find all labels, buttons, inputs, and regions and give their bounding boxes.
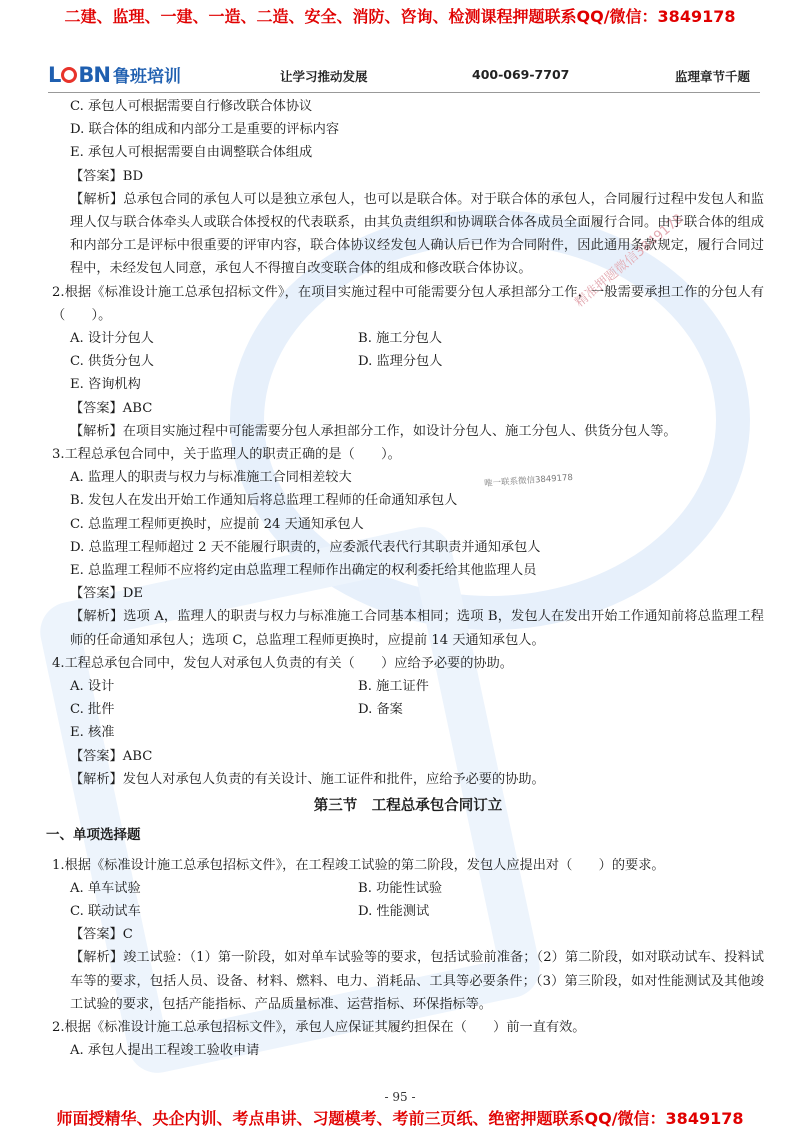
option-line: E. 承包人可根据需要自由调整联合体组成 bbox=[70, 145, 313, 161]
answer-line: 【答案】ABC bbox=[70, 400, 153, 416]
option-line: D. 联合体的组成和内部分工是重要的评标内容 bbox=[70, 122, 340, 138]
explanation: 【解析】竣工试验：（1）第一阶段，如对单车试验等的要求，包括试验前准备；（2）第二阶段，如对联动试车、投料试车等的要求，包括人员、设备、材料、燃料、电力、消耗品、工具等必要条件；（3）第三阶段，如对性能测试及其他竣工试验的要求，包括产能指标、产品质量标准、运营指标、环保指标等。 bbox=[70, 950, 764, 1012]
page-header bbox=[48, 62, 760, 90]
explanation: 【解析】在项目实施过程中可能需要分包人承担部分工作，如设计分包人、施工分包人、供货分包人等。 bbox=[70, 423, 677, 439]
explanation: 【解析】发包人对承包人负责的有关设计、施工证件和批件，应给予必要的协助。 bbox=[70, 771, 545, 787]
option-d: D. 监理分包人 bbox=[358, 354, 443, 370]
header-phone: 400-069-7707 bbox=[472, 67, 570, 82]
answer-line: 【答案】ABC bbox=[70, 748, 153, 764]
question-text: 2.根据《标准设计施工总承包招标文件》，在项目实施过程中可能需要分包人承担部分工作，一般需要承担工作的分包人有（ ）。 bbox=[52, 284, 764, 323]
option-row bbox=[52, 698, 764, 721]
section-heading: 第三节 工程总承包合同订立 bbox=[313, 798, 503, 815]
explanation: 【解析】选项 A，监理人的职责与权力与标准施工合同基本相同；选项 B，发包人在发出开始工作通知前将总监理工程师的任命通知承包人；选项 C，总监理工程师更换时，应提前 14 天通知承包人。 bbox=[70, 609, 764, 648]
option-e: E. 总监理工程师不应将约定由总监理工程师作出确定的权利委托给其他监理人员 bbox=[70, 563, 537, 579]
header-doc-title: 监理章节千题 bbox=[675, 69, 751, 84]
option-b: B. 施工证件 bbox=[358, 679, 429, 695]
page-number: - 95 - bbox=[384, 1090, 416, 1104]
logo-circle-icon bbox=[61, 67, 77, 83]
header-slogan: 让学习推动发展 bbox=[280, 69, 368, 84]
option-row bbox=[52, 675, 764, 698]
top-promo-banner: 二建、监理、一建、一造、二造、安全、消防、咨询、检测课程押题联系QQ/微信：3849178 bbox=[64, 7, 736, 26]
option-b: B. 发包人在发出开始工作通知后将总监理工程师的任命通知承包人 bbox=[70, 493, 458, 509]
option-c: C. 供货分包人 bbox=[70, 354, 154, 370]
brand-logo bbox=[48, 62, 181, 87]
bottom-promo-banner: 师面授精华、央企内训、考点串讲、习题模考、考前三页纸、绝密押题联系QQ/微信：3849178 bbox=[56, 1109, 744, 1128]
option-a: A. 单车试验 bbox=[70, 880, 141, 896]
part-heading: 一、单项选择题 bbox=[46, 827, 141, 844]
option-d: D. 性能测试 bbox=[358, 903, 430, 919]
option-row bbox=[52, 877, 764, 900]
answer-line: 【答案】C bbox=[70, 927, 133, 943]
diagonal-watermark: 精准押题微信3849178 bbox=[572, 211, 687, 311]
option-line: C. 承包人可根据需要自行修改联合体协议 bbox=[70, 99, 313, 114]
option-d: D. 备案 bbox=[358, 702, 403, 718]
logo-name: 鲁班培训 bbox=[112, 67, 181, 87]
inline-watermark: 唯一联系微信3849178 bbox=[483, 472, 574, 490]
option-a: A. 承包人提出工程竣工验收申请 bbox=[70, 1043, 260, 1059]
option-c: C. 批件 bbox=[70, 702, 115, 718]
answer-line: 【答案】BD bbox=[70, 168, 144, 184]
option-a: A. 监理人的职责与权力与标准施工合同相差较大 bbox=[70, 470, 352, 486]
logo-mark: L BN bbox=[48, 62, 110, 87]
option-e: E. 咨询机构 bbox=[70, 377, 141, 393]
question-text: 4.工程总承包合同中，发包人对承包人负责的有关（ ）应给予必要的协助。 bbox=[52, 655, 513, 671]
question-text: 2.根据《标准设计施工总承包招标文件》，承包人应保证其履约担保在（ ）前一直有效。 bbox=[52, 1019, 586, 1035]
question-text: 3.工程总承包合同中，关于监理人的职责正确的是（ ）。 bbox=[52, 447, 401, 463]
option-c: C. 联动试车 bbox=[70, 903, 141, 919]
question-text: 1.根据《标准设计施工总承包招标文件》，在工程竣工试验的第二阶段，发包人应提出对（ ）的要求。 bbox=[52, 857, 665, 873]
option-b: B. 施工分包人 bbox=[358, 331, 443, 347]
option-e: E. 核准 bbox=[70, 725, 115, 741]
header-rule bbox=[48, 92, 760, 93]
explanation: 【解析】总承包合同的承包人可以是独立承包人，也可以是联合体。对于联合体的承包人，合同履行过程中发包人和监理人仅与联合体牵头人或联合体授权的代表联系，由其负责组织和协调联合体各成员全面履行合同。由于联合体的组成和内部分工是评标中很重要的评审内容，联合体协议经发包人确认后已作为合同附件，因此通用条款规定，履行合同过程中，未经发包人同意，承包人不得擅自改变联合体的组成和修改联合体协议。 bbox=[70, 191, 764, 277]
option-a: A. 设计分包人 bbox=[70, 331, 154, 347]
option-b: B. 功能性试验 bbox=[358, 880, 443, 896]
option-a: A. 设计 bbox=[70, 679, 115, 695]
option-row bbox=[52, 327, 764, 350]
option-d: D. 总监理工程师超过 2 天不能履行职责的，应委派代表代行其职责并通知承包人 bbox=[70, 539, 541, 555]
answer-line: 【答案】DE bbox=[70, 586, 143, 602]
document-body bbox=[46, 95, 764, 1062]
option-row bbox=[52, 350, 764, 373]
option-row bbox=[52, 900, 764, 923]
option-c: C. 总监理工程师更换时，应提前 24 天通知承包人 bbox=[70, 516, 364, 532]
